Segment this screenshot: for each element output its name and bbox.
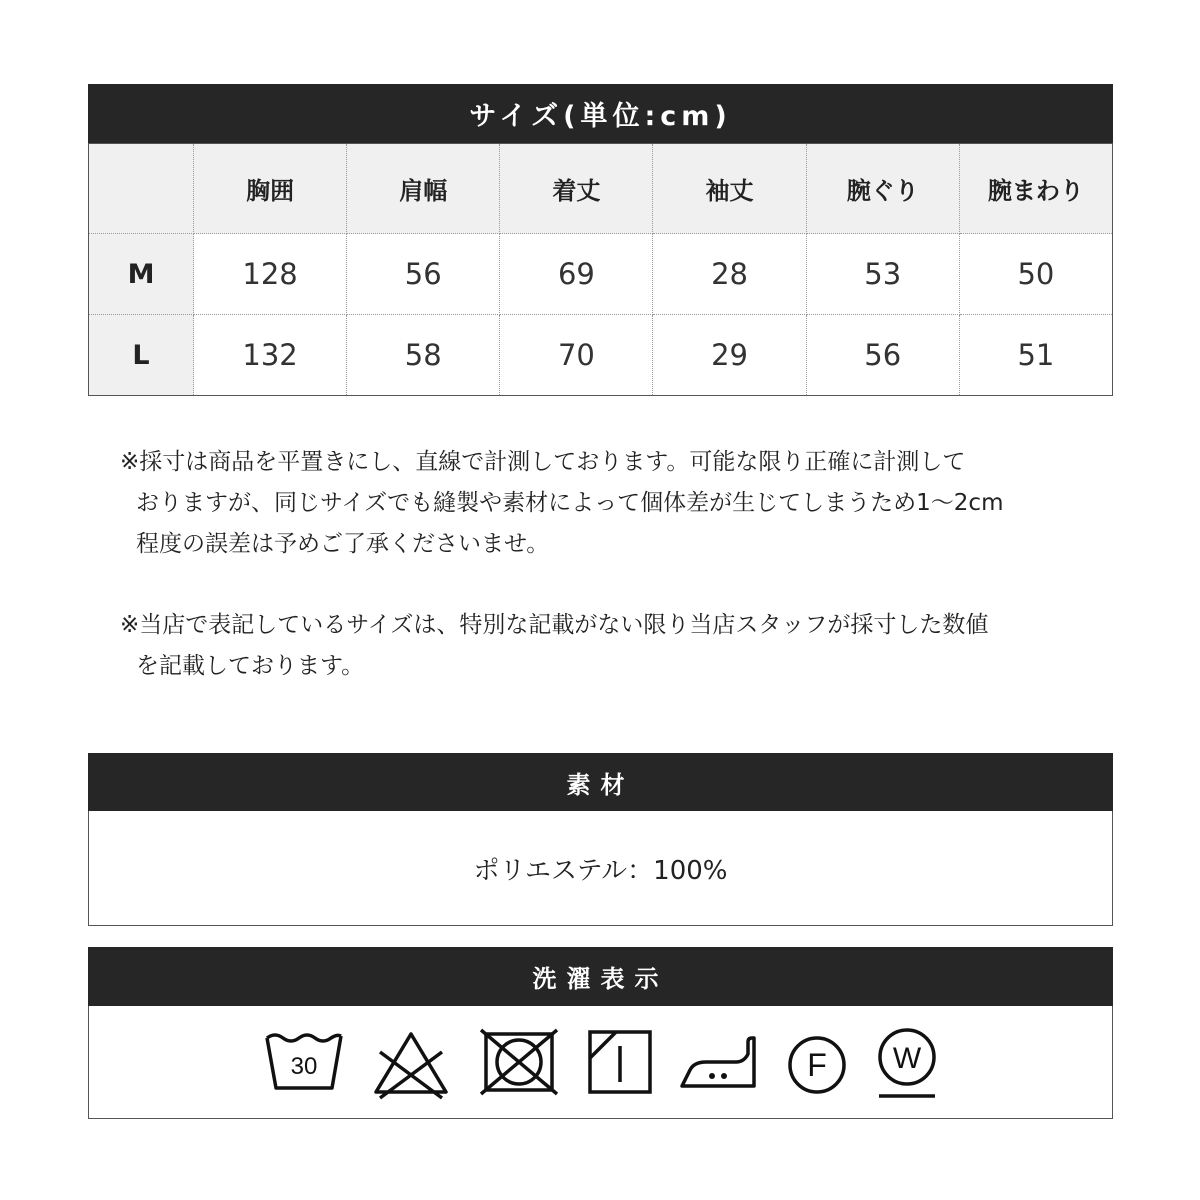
wet-clean-w-icon [875, 1026, 939, 1100]
table-cell: 132 [194, 315, 347, 396]
column-header-arm-circumference: 腕まわり [959, 144, 1112, 234]
size-label-l: L [89, 315, 194, 396]
size-section-header [88, 84, 1113, 143]
note-line: ※当店で表記しているサイズは、特別な記載がない限り当店スタッフが採寸した数値 [120, 612, 989, 638]
table-row [89, 234, 1113, 315]
wash-tub-30-icon [263, 1030, 345, 1094]
wet-clean-letter: W [892, 1042, 922, 1075]
note-line: 程度の誤差は予めご了承くださいませ。 [136, 531, 550, 557]
table-cell: 56 [806, 315, 959, 396]
column-header-sleeve: 袖丈 [653, 144, 806, 234]
column-header-chest: 胸囲 [194, 144, 347, 234]
column-header-length: 着丈 [500, 144, 653, 234]
table-row [89, 315, 1113, 396]
wash-temperature-label: 30 [290, 1053, 318, 1080]
size-source-note [120, 605, 1100, 687]
material-section-title: 素材 [566, 770, 635, 799]
size-table [88, 143, 1113, 396]
table-cell: 56 [347, 234, 500, 315]
column-header-shoulder: 肩幅 [347, 144, 500, 234]
no-bleach-icon [370, 1026, 452, 1100]
table-cell: 70 [500, 315, 653, 396]
table-cell: 28 [653, 234, 806, 315]
size-table-corner-cell [89, 144, 194, 234]
table-cell: 128 [194, 234, 347, 315]
no-tumble-dry-icon [479, 1028, 559, 1096]
dry-clean-f-icon [786, 1034, 848, 1096]
table-cell: 53 [806, 234, 959, 315]
care-section-title: 洗濯表示 [532, 965, 669, 993]
material-text: ポリエステル：100% [473, 855, 728, 886]
table-cell: 58 [347, 315, 500, 396]
shade-line-dry-icon [586, 1028, 654, 1096]
care-symbols-box [88, 1006, 1113, 1119]
iron-low-icon [678, 1034, 758, 1092]
size-label-m: M [89, 234, 194, 315]
dry-clean-letter: F [807, 1047, 827, 1083]
note-line: ※採寸は商品を平置きにし、直線で計測しております。可能な限り正確に計測して [120, 449, 966, 475]
size-section-title: サイズ(単位:cm) [469, 101, 732, 132]
note-line: おりますが、同じサイズでも縫製や素材によって個体差が生じてしまうため1～2cm [136, 490, 1004, 516]
size-table-header-row [89, 144, 1113, 234]
table-cell: 29 [653, 315, 806, 396]
table-cell: 51 [959, 315, 1112, 396]
column-header-armhole: 腕ぐり [806, 144, 959, 234]
measurement-note [120, 442, 1100, 565]
table-cell: 69 [500, 234, 653, 315]
material-section-header [88, 753, 1113, 811]
care-section-header [88, 947, 1113, 1006]
material-box [88, 811, 1113, 926]
table-cell: 50 [959, 234, 1112, 315]
note-line: を記載しております。 [136, 653, 365, 679]
